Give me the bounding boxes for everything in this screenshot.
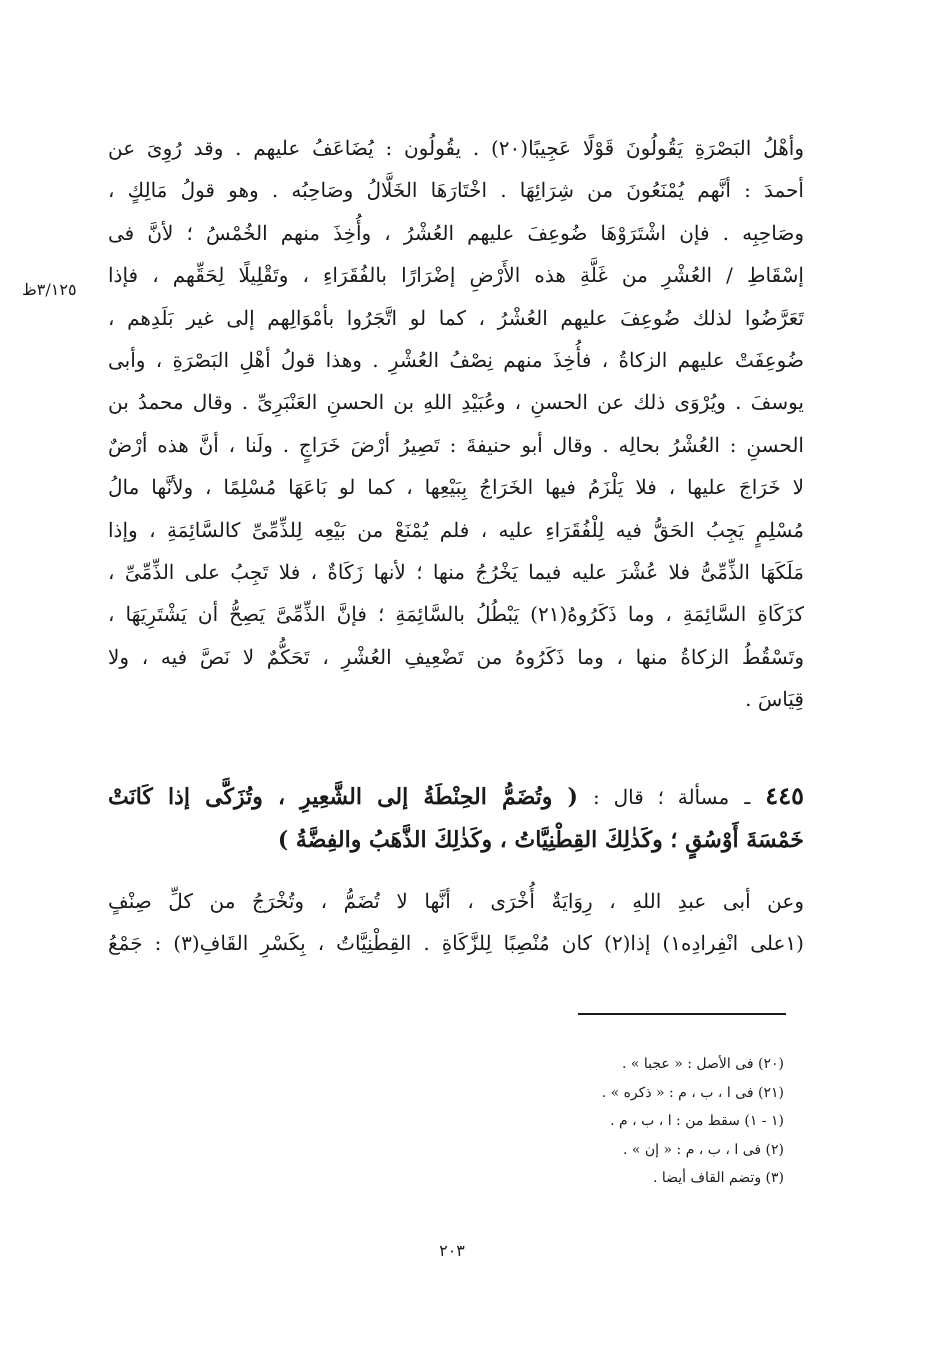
- text-line: أحمدَ : أنَّهم يُمْنَعُونَ من شِرَائِهَا . اخْتَارَهَا الخَلَّالُ وصَاحِبُه . وهو قولُ مَالِكٍ ،: [108, 178, 804, 203]
- footnote: (٢١) فى ا ، ب ، م : « ذكره » .: [601, 1084, 784, 1101]
- issue-heading: [108, 774, 804, 862]
- text-line: الحسنِ : العُشْرُ بحالِه . وقال أبو حنيفةَ : تَصِيرُ أرْضَ خَرَاجٍ . ولَنا ، أنَّ هذه أرْضٌ: [108, 432, 804, 457]
- heading-intro: مسألة ؛ قال :: [593, 785, 730, 809]
- text-line: مَلَكَهَا الذِّمِّىُّ فلا عُشْرَ عليه فيما يَخْرُجُ منها ؛ لأنها زَكَاةٌ ، فلا تَجِبُ على الذِّمِّىِّ ،: [108, 559, 804, 584]
- text-line: ضُوعِفَتْ عليهم الزكاةُ ، فأُخِذَ منهم نِصْفُ العُشْرِ . وهذا قولُ أهْلِ البَصْرَةِ ، وأبى: [108, 347, 804, 372]
- text-line: وتَسْقُطُ الزكاةُ منها ، وما ذَكَرُوهُ من تَضْعِيفِ العُشْرِ ، تَحَكُّمٌ لا نَصَّ فيه ، ولا: [108, 644, 804, 669]
- text-line: وأهْلُ البَصْرَةِ يَقُولُونَ قَوْلًا عَجِيبًا(٢٠) . يقُولُون : يُضَاعَفُ عليهم . وقد رُوِىَ عن: [108, 136, 804, 160]
- text-line: مُسْلِمٍ يَجِبُ الحَقُّ فيه لِلْفُقَرَاءِ عليه ، فلم يُمْنَعْ من بَيْعِه لِلذِّمِّىِّ كالسَّائِمَةِ ، وإذا: [108, 517, 804, 542]
- footnote: (٣) وتضم القاف أيضا .: [652, 1170, 784, 1186]
- page-number: ٢٠٣: [439, 1241, 465, 1260]
- heading-dash: ـ: [744, 785, 751, 809]
- footnote-divider: [578, 1013, 786, 1015]
- text-line: لا خَرَاجَ عليها ، فلا يَلْزَمُ فيها الخَرَاجُ بِبَيْعِها ، كما لو بَاعَهَا مُسْلِمًا ، ولأنَّها مالُ: [108, 475, 804, 500]
- text-line: إسْقَاطِ / العُشْرِ من غَلَّةِ هذه الأَرْضِ إضْرَارًا بالفُقَرَاءِ ، وتَقْلِيلًا لِحَقِّهم ، فإذا: [108, 263, 804, 288]
- paragraph-main: [108, 127, 804, 720]
- text-line: وعن أبى عبدِ اللهِ ، رِوَايَةٌ أُخْرَى ، أنَّها لا تُضَمُّ ، وتُخْرَجُ من كلِّ صِنْفٍ: [108, 889, 804, 913]
- footnote: (٢) فى ا ، ب ، م : « إن » .: [622, 1141, 784, 1158]
- footnote: (٢٠) فى الأصل : « عجبا » .: [621, 1056, 784, 1072]
- paragraph-commentary: [108, 880, 804, 965]
- text-line: (١على انْفِرادِه١) إذا(٢) كان مُنْصِبًا لِلزَّكَاةِ . القِطْنِيَّاتُ ، بِكَسْرِ القَافِ(٣) : جَمْعُ: [108, 931, 804, 956]
- text-line: يوسفَ . ويُرْوَى ذلك عن الحسنِ ، وعُبَيْدِ اللهِ بن الحسنِ العَنْبَرِىِّ . وقال محمدُ بن: [108, 390, 804, 415]
- issue-number: ٤٤٥: [765, 781, 804, 810]
- heading-quote: ( وتُضَمُّ الحِنْطَةُ إلى الشَّعِيرِ ، وتُزَكَّى إذا كَانَتْ: [108, 784, 578, 810]
- text-line: قِيَاسَ .: [745, 687, 804, 712]
- text-line: تَعَرَّضُوا لذلك ضُوعِفَ عليهم العُشْرُ ، كما لو اتَّجَرُوا بأمْوَالِهم إلى غير بَلَدِهم ،: [108, 305, 804, 330]
- heading-line: [108, 774, 804, 818]
- footnote: (١ - ١) سقط من : ا ، ب ، م .: [610, 1113, 784, 1129]
- manuscript-folio-marker: ٣/١٢٥ظ: [22, 280, 77, 299]
- heading-line: خَمْسَةَ أَوْسُقٍ ؛ وكَذٰلِكَ القِطْنِيَّاتُ ، وكَذٰلِكَ الذَّهَبُ والفِضَّةُ ): [277, 827, 804, 853]
- footnotes: [380, 1050, 784, 1193]
- text-line: وصَاحِبِه . فإن اشْتَرَوْهَا ضُوعِفَ عليهم العُشْرُ ، وأُخِذَ منهم الخُمْسُ ؛ لأنَّ فى: [108, 220, 804, 245]
- text-line: كزَكَاةِ السَّائِمَةِ ، وما ذَكَرُوهُ(٢١) يَبْطُلُ بالسَّائِمَةِ ؛ فإنَّ الذِّمِّىَّ يَصِحُّ أن يَشْتَرِيَهَا ،: [108, 602, 804, 627]
